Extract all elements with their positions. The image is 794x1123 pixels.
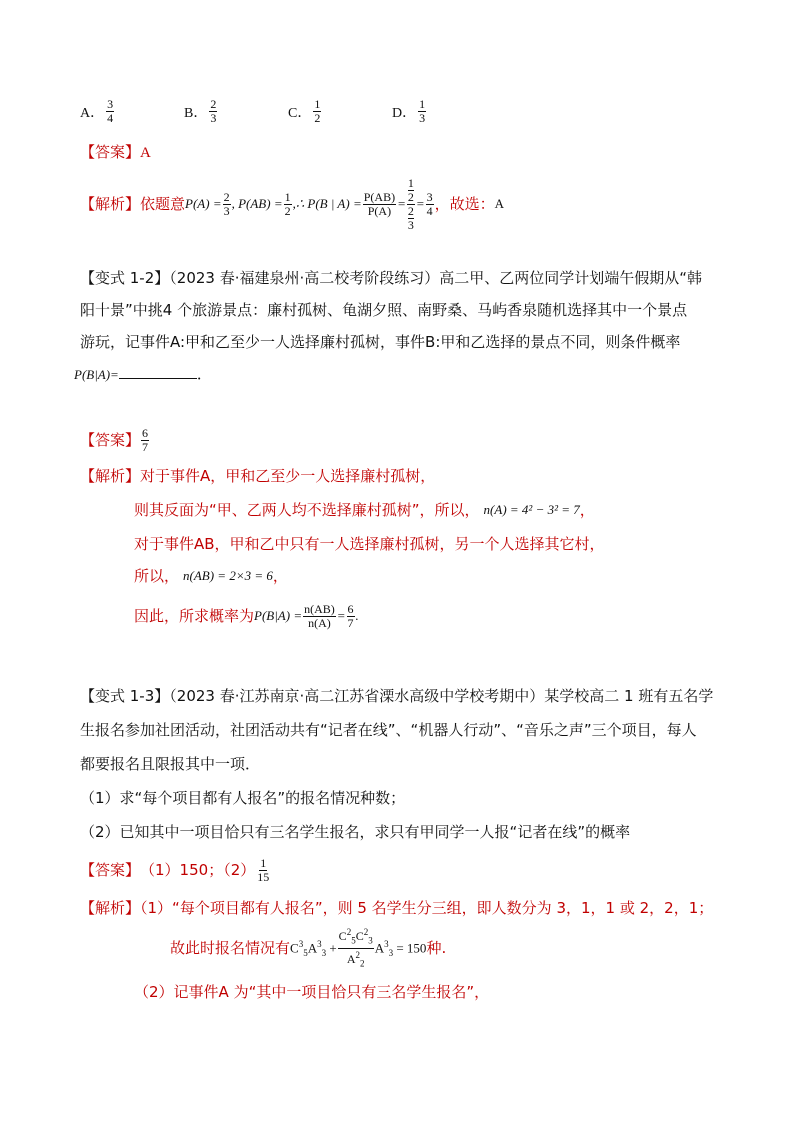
answer-text: （1）150；（2） — [140, 861, 256, 879]
frac-num: 6 — [347, 601, 354, 616]
option-d — [392, 98, 427, 125]
option-b — [184, 98, 218, 125]
analysis-end: ， — [579, 501, 595, 519]
answer-fraction — [256, 857, 270, 884]
combination-fraction: $\frac{C^2_5C^2_3}{A^2_2}$ — [338, 927, 373, 968]
q2-answer — [80, 420, 150, 460]
option-label: C． — [288, 105, 312, 121]
answer-blank — [119, 364, 197, 379]
answer-tag: 【答案】 — [80, 143, 141, 161]
q2-analysis-5 — [134, 596, 359, 636]
q2-line2: 阳十景”中挑4 个旅游景点：廉村孤树、龟湖夕照、南野桑、马屿香泉随机选择其中一个景点 — [80, 301, 688, 319]
analysis-formula: n(AB) = 2×3 = 6 — [183, 568, 273, 583]
question-formula: P(B|A)= — [74, 367, 119, 382]
analysis-end: ， — [272, 567, 288, 585]
q2-line4 — [74, 364, 212, 385]
formula-therefore: ,∴ P(B | A) = — [292, 196, 362, 211]
option-label: D． — [392, 105, 417, 121]
frac-den: 3 — [210, 111, 217, 125]
q2-line1 — [80, 268, 702, 288]
option-c — [288, 98, 322, 125]
analysis-text: （1）“每个项目都有人报名”，则 5 名学生分三组，即人数分为 3，1，1 或 2，2，1； — [140, 899, 714, 917]
question-text: 某学校高二 1 班有五名学 — [544, 687, 714, 705]
q2-analysis-4 — [134, 566, 288, 586]
frac-den: 3 — [419, 111, 426, 125]
formula-eq: = — [397, 196, 406, 211]
answer-fraction — [141, 427, 149, 454]
frac-num: 6 — [142, 425, 149, 440]
question-tag: 【变式 1-2】 — [80, 269, 170, 287]
frac-den: 7 — [347, 615, 354, 630]
q3-line2: 生报名参加社团活动，社团活动共有“记者在线”、“机器人行动”、“音乐之声”三个项目，每人 — [80, 721, 697, 739]
answer-value: A — [140, 145, 151, 161]
question-end: ． — [196, 365, 212, 383]
frac-num: n(AB) — [304, 601, 335, 616]
analysis-fraction — [303, 603, 336, 630]
q3-line1 — [80, 686, 713, 706]
analysis-tag: 【解析】 — [80, 195, 141, 213]
formula-eq: = — [415, 196, 425, 211]
analysis-text: 则其反面为“甲、乙两人均不选择廉村孤树”，所以， — [134, 501, 480, 519]
q2-analysis-2 — [134, 500, 595, 520]
analysis-text: 对于事件A，甲和乙至少一人选择廉村孤树， — [140, 467, 436, 485]
analysis-choice: A — [494, 196, 505, 211]
analysis-end: . — [355, 608, 359, 623]
option-label: B． — [184, 105, 208, 121]
question-tag: 【变式 1-3】 — [80, 687, 170, 705]
option-a — [80, 98, 115, 125]
answer-tag: 【答案】 — [80, 861, 141, 879]
option-label: A． — [80, 105, 105, 121]
option-fraction — [209, 98, 217, 125]
question-source: （2023 春·江苏南京·高二江苏省溧水高级中学校考期中） — [169, 687, 545, 705]
frac-den: 7 — [142, 439, 149, 454]
analysis-formula: n(A) = 4² − 3² = 7 — [483, 502, 580, 517]
analysis-text: 故此时报名情况有 — [170, 939, 291, 957]
q3-analysis-1 — [80, 898, 713, 918]
q1-answer — [80, 142, 151, 163]
frac-num: 3 — [107, 97, 114, 111]
analysis-text: 所以， — [134, 567, 180, 585]
q1-analysis — [80, 168, 504, 240]
analysis-tag: 【解析】 — [80, 899, 141, 917]
analysis-text: 依题意 — [140, 195, 186, 213]
q3-line5: （2）已知其中一项目恰只有三名学生报名，求只有甲同学一人报“记者在线”的概率 — [80, 823, 631, 841]
analysis-text: 因此，所求概率为 — [134, 607, 255, 625]
frac-den: n(A) — [308, 615, 331, 630]
question-text: 高二甲、乙两位同学计划端午假期从“韩 — [439, 269, 703, 287]
formula-eq: = — [336, 608, 346, 623]
frac-num: 2 — [210, 97, 217, 111]
formula-frac: $\frac{1}{2}$ — [284, 189, 291, 218]
analysis-fraction — [347, 603, 355, 630]
q3-analysis-3: （2）记事件A 为“其中一项目恰只有三名学生报名”， — [134, 983, 490, 1001]
frac-den: 15 — [257, 869, 270, 884]
answer-tag: 【答案】 — [80, 431, 141, 449]
option-fraction — [313, 98, 321, 125]
frac-den: 2 — [314, 111, 321, 125]
option-fraction — [106, 98, 114, 125]
frac-den: 4 — [107, 111, 114, 125]
q2-analysis-1 — [80, 466, 435, 486]
formula-frac: $\frac{3}{4}$ — [426, 189, 433, 218]
q2-line3: 游玩，记事件A:甲和乙至少一人选择廉村孤树，事件B:甲和乙选择的景点不同，则条件概率 — [80, 333, 681, 351]
combination-formula: $C^3_5A^3_3$ + — [290, 938, 337, 958]
formula-pa: P(A) = — [185, 196, 222, 211]
frac-num: 1 — [260, 855, 267, 870]
analysis-end: 种. — [426, 939, 447, 957]
formula-frac: $\frac{P(AB)}{P(A)}$ — [363, 189, 396, 218]
analysis-formula: P(B|A) = — [254, 608, 303, 623]
formula-pab: , P(AB) = — [231, 196, 283, 211]
q3-line3: 都要报名且限报其中一项． — [80, 755, 261, 773]
question-source: （2023 春·福建泉州·高二校考阶段练习） — [169, 269, 440, 287]
formula-compound-frac: 1 2 2 3 — [407, 175, 414, 232]
q3-line4: （1）求“每个项目都有人报名”的报名情况种数； — [80, 789, 406, 807]
q2-analysis-3: 对于事件AB，甲和乙中只有一人选择廉村孤树，另一个人选择其它村， — [134, 535, 605, 553]
analysis-tag: 【解析】 — [80, 467, 141, 485]
analysis-end: ，故选： — [434, 195, 495, 213]
combination-result: $A^3_3 = 150$ — [374, 938, 427, 958]
frac-num: 1 — [419, 97, 426, 111]
q3-answer — [80, 850, 271, 890]
q3-analysis-2 — [170, 928, 446, 968]
frac-num: 1 — [314, 97, 321, 111]
option-fraction — [418, 98, 426, 125]
formula-frac: $\frac{2}{3}$ — [223, 189, 230, 218]
